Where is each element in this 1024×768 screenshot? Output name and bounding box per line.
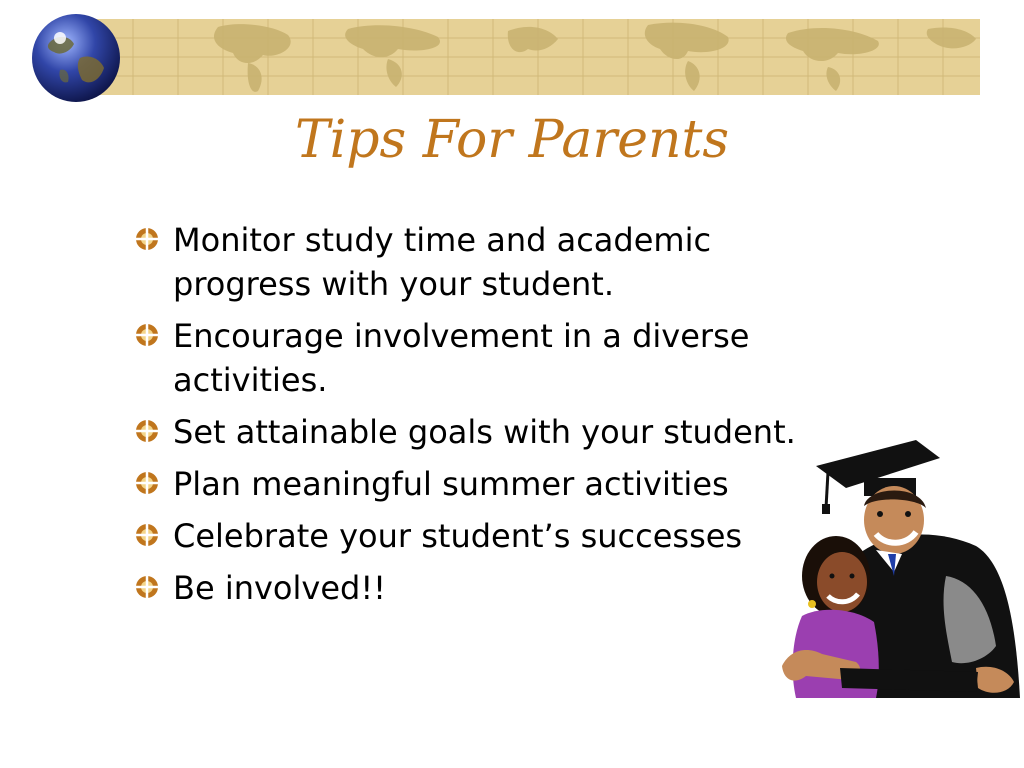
bullet-sunburst-icon (134, 226, 160, 252)
bullet-text: Be involved!! (173, 569, 386, 607)
world-map-banner (88, 19, 980, 95)
list-item (134, 514, 814, 558)
bullet-text: Celebrate your student’s successes (173, 517, 743, 555)
bullet-list (134, 218, 814, 618)
list-item (134, 314, 814, 402)
bullet-text: Set attainable goals with your student. (173, 413, 796, 451)
list-item (134, 410, 814, 454)
globe-icon (30, 12, 122, 104)
bullet-text: Plan meaningful summer activities (173, 465, 729, 503)
list-item (134, 462, 814, 506)
bullet-sunburst-icon (134, 574, 160, 600)
list-item (134, 566, 814, 610)
bullet-text: Monitor study time and academic progress with your student. (173, 221, 712, 303)
bullet-sunburst-icon (134, 522, 160, 548)
bullet-sunburst-icon (134, 322, 160, 348)
bullet-sunburst-icon (134, 418, 160, 444)
bullet-sunburst-icon (134, 470, 160, 496)
slide-title: Tips For Parents (294, 110, 730, 170)
graduates-clipart (776, 436, 1024, 706)
list-item (134, 218, 814, 306)
bullet-text: Encourage involvement in a diverse activities. (173, 317, 750, 399)
